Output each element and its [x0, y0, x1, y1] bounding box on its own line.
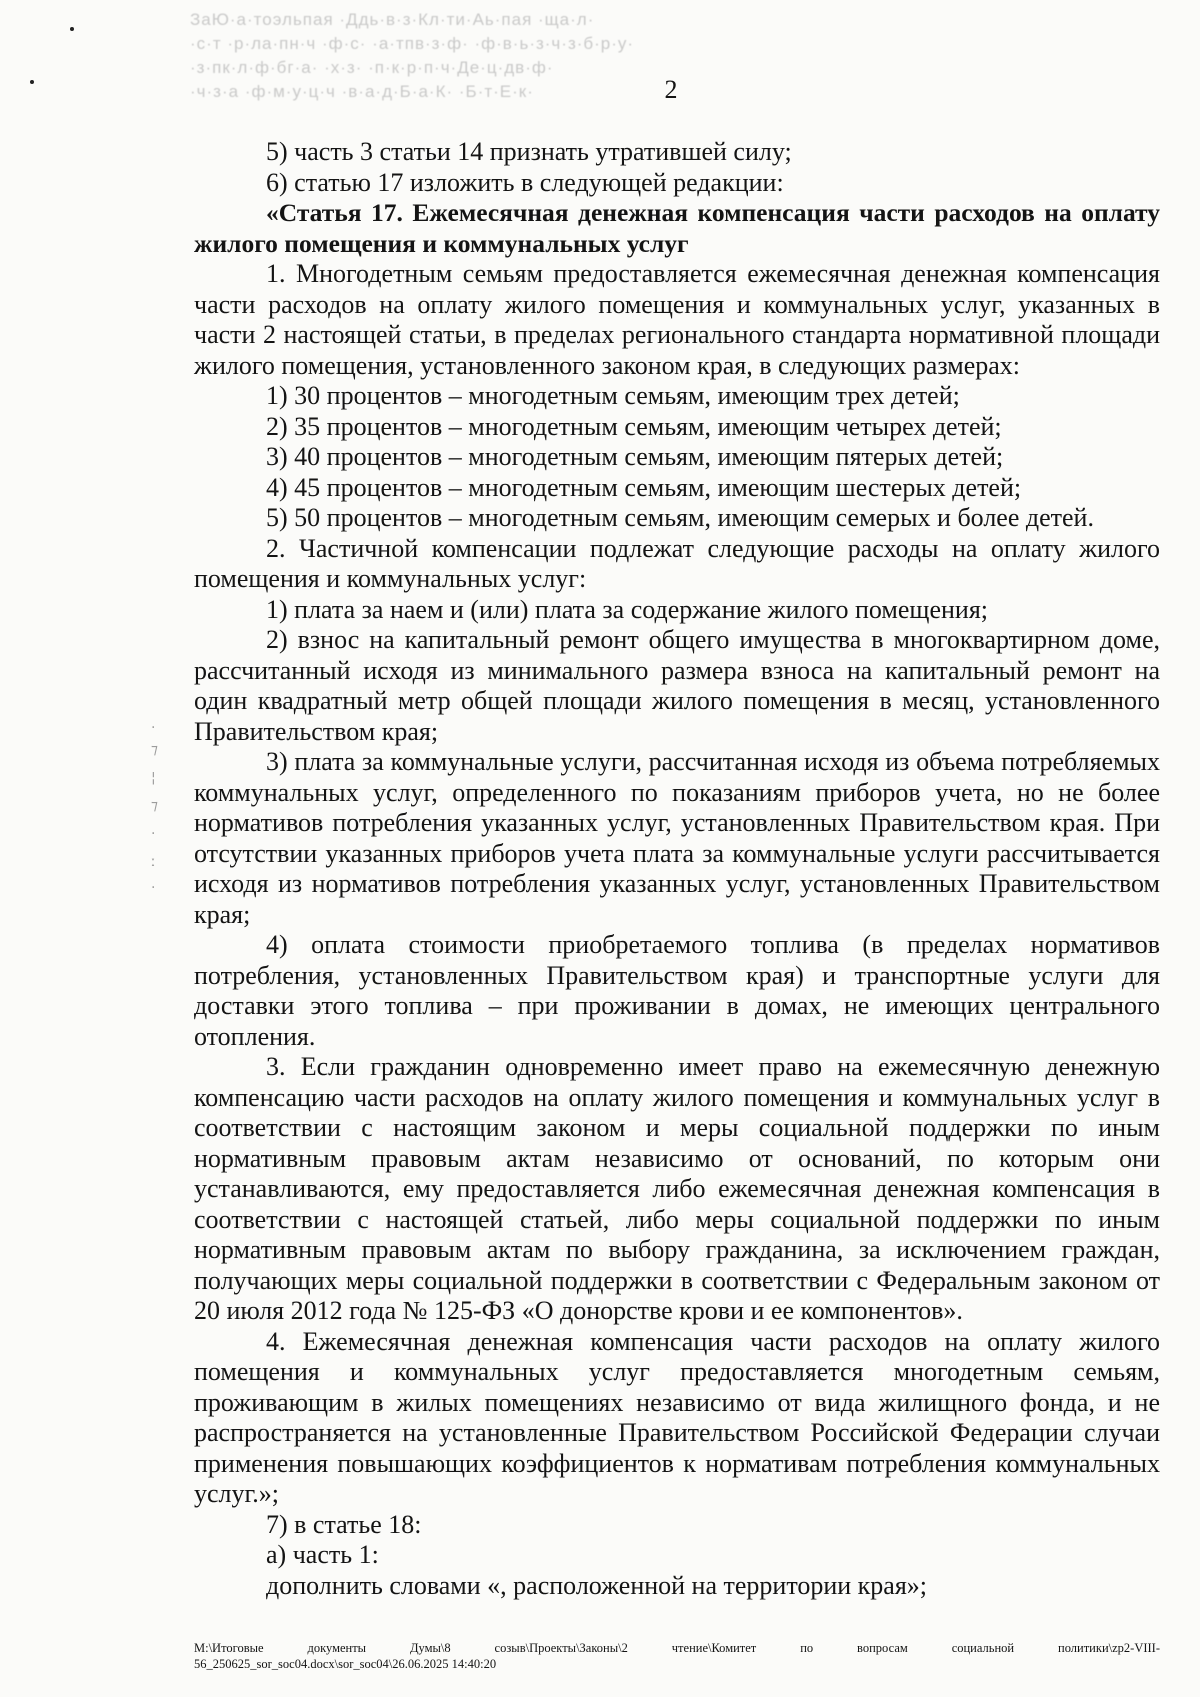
margin-scan-artifact: · — [151, 880, 156, 896]
footer-line: 56_250625_sor_soc04.docx\sor_soc04\26.06.2025 14:40:20 — [194, 1657, 497, 1671]
list-item: 4) 45 процентов – многодетным семьям, имеющим шестерых детей; — [266, 472, 1022, 502]
paragraph: а) часть 1: — [266, 1540, 379, 1569]
paragraph: 4. Ежемесячная денежная компенсация части расходов на оплату жилого помещения и коммунальных услуг предоставляется многодетным семьям, проживающим в жилых помещениях независимо от вида жилищного фонда, и не распространяется на установленные Правительством Российской Федерации случаи применения повышающих коэффициентов к нормативам потребления коммунальных услуг.»; — [194, 1326, 1160, 1508]
paragraph: 3. Если гражданин одновременно имеет право на ежемесячную денежную компенсацию части расходов на оплату жилого помещения и коммунальных услуг в соответствии с настоящим законом и меры социальной поддержки по иным нормативным правовым актам независимо от оснований, по которым они устанавливаются, ему предоставляется либо ежемесячная денежная компенсация в соответствии с настоящей статьей, либо меры социальной поддержки по иным нормативным правовым актам по выбору гражданина, за исключением граждан, получающих меры социальной поддержки в соответствии с Федеральным законом от 20 июля 2012 года № 125-ФЗ «О донорстве крови и ее компонентов». — [194, 1052, 1160, 1325]
document-body — [194, 137, 1160, 1601]
list-item: 5) 50 процентов – многодетным семьям, имеющим семерых и более детей. — [266, 503, 1094, 532]
paragraph: 7) в статье 18: — [266, 1509, 422, 1539]
article-heading: «Статья 17. Ежемесячная денежная компенсация части расходов на оплату жилого помещения и коммунальных услуг — [194, 198, 1160, 258]
margin-scan-artifact: · — [151, 826, 156, 842]
margin-scan-artifact: ¦ — [151, 770, 156, 786]
footer-line: M:\Итоговые документы Думы\8 созыв\Проекты\Законы\2 чтение\Комитет по вопросам социальной политики\zp2-VIII- — [194, 1641, 1160, 1655]
list-item: 4) оплата стоимости приобретаемого топлива (в пределах нормативов потребления, установленных Правительством края) и транспортные услуги для доставки этого топлива – при проживании в домах, не имеющих центрального отопления. — [194, 930, 1160, 1051]
paragraph: 5) часть 3 статьи 14 признать утратившей силу; — [266, 137, 792, 166]
list-item: 2) взнос на капитальный ремонт общего имущества в многоквартирном доме, рассчитанный исходя из минимального размера взноса на капитальный ремонт на один квадратный метр общей площади жилого помещения в месяц, установленного Правительством края; — [194, 625, 1160, 746]
paragraph: 1. Многодетным семьям предоставляется ежемесячная денежная компенсация части расходов на оплату жилого помещения и коммунальных услуг, указанных в части 2 настоящей статьи, в пределах регионального стандарта нормативной площади жилого помещения, установленного законом края, в следующих размерах: — [194, 259, 1160, 380]
list-item: 1) 30 процентов – многодетным семьям, имеющим трех детей; — [266, 381, 960, 410]
margin-scan-artifact: ː — [151, 854, 156, 870]
list-item: 3) 40 процентов – многодетным семьям, имеющим пятерых детей; — [266, 442, 1004, 471]
margin-scan-artifact: ⁊ — [151, 798, 158, 814]
list-item: 2) 35 процентов – многодетным семьям, имеющим четырех детей; — [266, 411, 1002, 441]
margin-scan-artifact: ⁊ — [151, 742, 158, 758]
margin-scan-artifact: · — [151, 720, 156, 736]
paragraph: 2. Частичной компенсации подлежат следующие расходы на оплату жилого помещения и коммунальных услуг: — [194, 533, 1160, 593]
paragraph: 6) статью 17 изложить в следующей редакции: — [266, 167, 784, 197]
list-item: 1) плата за наем и (или) плата за содержание жилого помещения; — [266, 594, 988, 624]
list-item: 3) плата за коммунальные услуги, рассчитанная исходя из объема потребляемых коммунальных услуг, определенного по показаниям приборов учета, но не более нормативов потребления указанных услуг, установленных Правительством края. При отсутствии указанных приборов учета плата за коммунальные услуги рассчитывается исходя из нормативов потребления указанных услуг, установленных Правительством края; — [194, 747, 1160, 929]
page-number: 2 — [664, 75, 678, 104]
paragraph: дополнить словами «, расположенной на территории края»; — [266, 1570, 928, 1600]
scan-bleed-through: ЗаЮ·а·тоэльпая ·Ддь·в·з·Кл·ти·Аь·пая ·ща·л· ·с·т ·р·ла·пн·ч ·ф·с· ·а·тпв·з·ф· ·ф·в·ь·з·ч·з·б·р·у· ·з·пк·л·ф·бг·а· ·х·з· ·п·к·р·п·ч·Де·ц·дв·ф· ·ч·з·а ·ф·м·у·ц·ч ·в·а·д·Б·а·К· ·Б·т·Е·к· — [190, 10, 635, 101]
scan-speck — [70, 27, 74, 31]
file-path-footer — [194, 1640, 1160, 1672]
